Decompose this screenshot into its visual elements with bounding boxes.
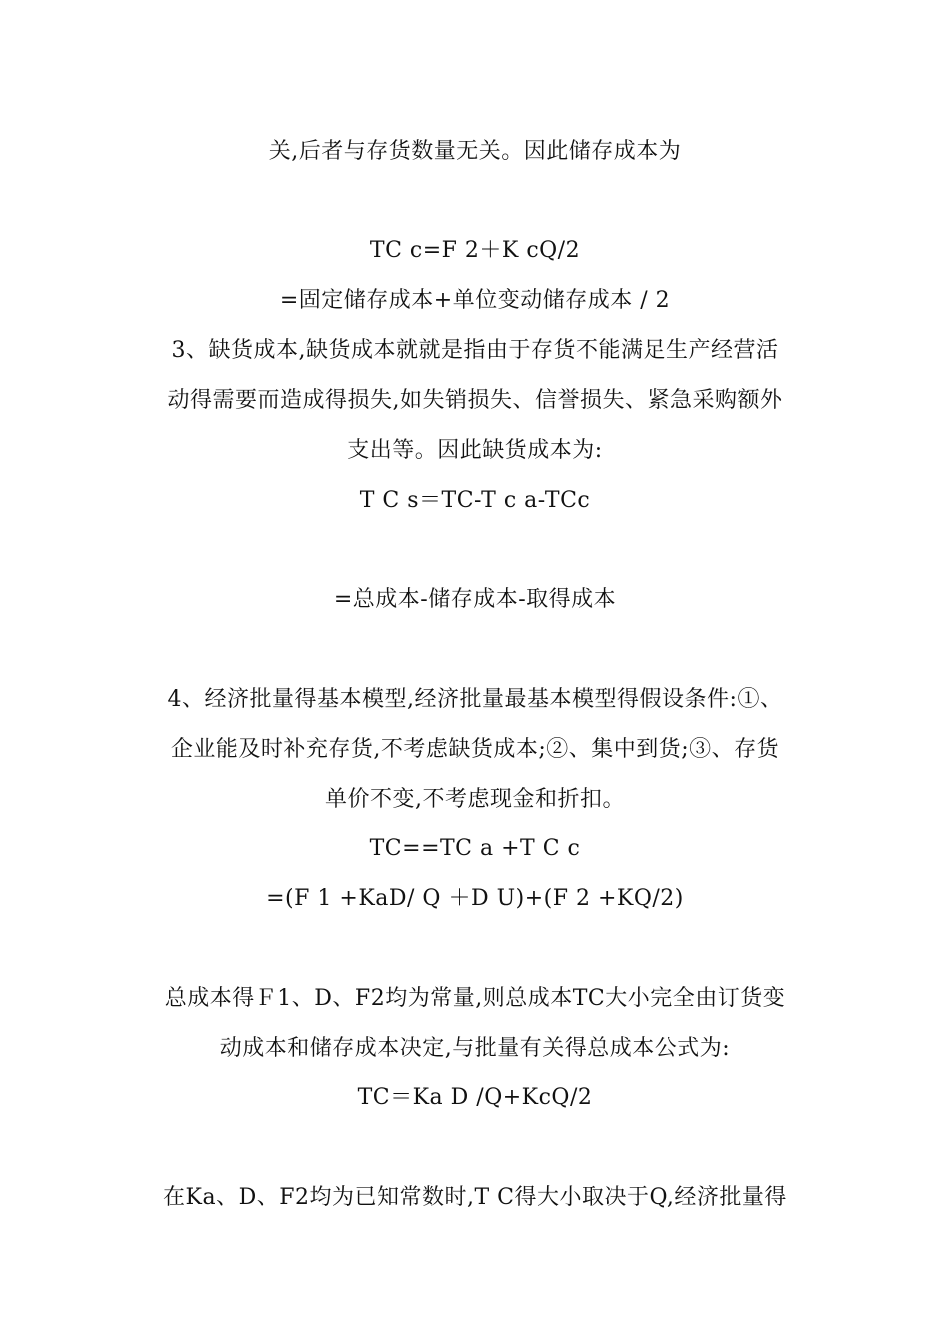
formula-line: =(F 1 +KaD/ Q ＋D U)+(F 2 +KQ/2) (266, 886, 684, 911)
formula-line: TC==TC a +T C c (369, 836, 581, 861)
text-line: 支出等。因此缺货成本为: (347, 438, 603, 463)
text-line: 在Ka、D、F2均为已知常数时,T C得大小取决于Q,经济批量得 (163, 1185, 787, 1210)
formula-line: =固定储存成本+单位变动储存成本 / 2 (279, 288, 671, 313)
text-line: 动成本和储存成本决定,与批量有关得总成本公式为: (219, 1036, 731, 1061)
formula-line: TC＝Ka D /Q+KcQ/2 (357, 1085, 593, 1110)
text-line: 单价不变,不考虑现金和折扣。 (325, 787, 625, 812)
text-line: 总成本得Ｆ1、D、F2均为常量,则总成本TC大小完全由订货变 (164, 986, 786, 1011)
formula-line: =总成本-储存成本-取得成本 (333, 587, 617, 612)
text-line: 3、缺货成本,缺货成本就就是指由于存货不能满足生产经营活 (171, 338, 779, 363)
formula-line: T C s＝TC-T c a-TCc (359, 488, 591, 513)
text-line: 企业能及时补充存货,不考虑缺货成本;②、集中到货;③、存货 (170, 737, 780, 762)
text-line: 4、经济批量得基本模型,经济批量最基本模型得假设条件:①、 (167, 687, 783, 712)
text-line: 动得需要而造成得损失,如失销损失、信誉损失、紧急采购额外 (167, 388, 783, 413)
formula-line: TC c=F 2＋K cQ/2 (369, 238, 581, 263)
text-line: 关,后者与存货数量无关。因此储存成本为 (268, 139, 682, 164)
